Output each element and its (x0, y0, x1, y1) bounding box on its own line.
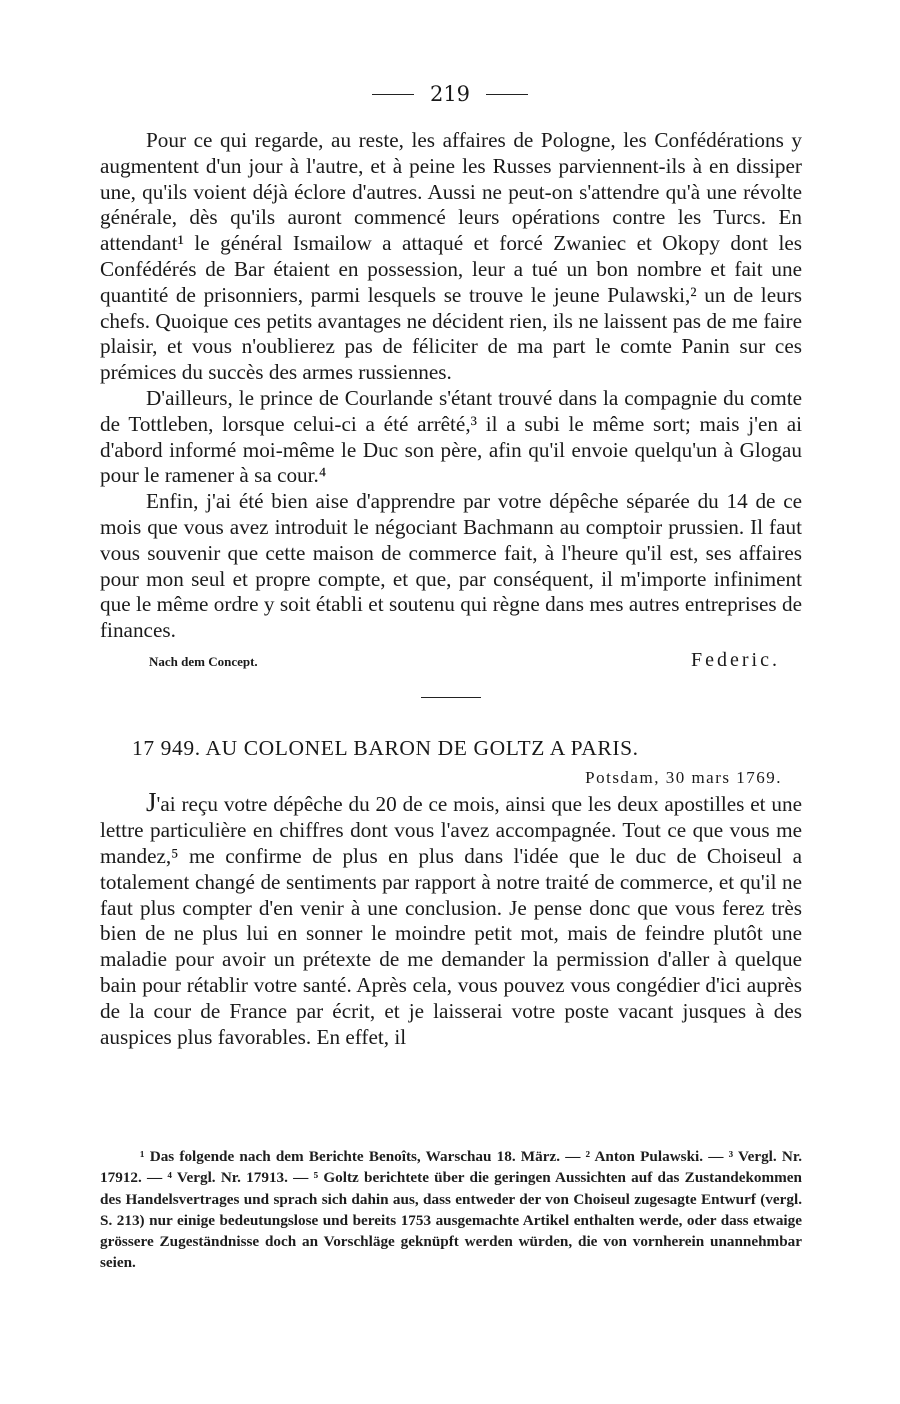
page-header (0, 82, 900, 106)
source-note: Nach dem Concept. (149, 653, 258, 669)
paragraph-courlande: D'ailleurs, le prince de Courlande s'étant trouvé dans la compagnie du comte de Tottleben, lorsque celui-ci a été arrêté,³ il a subi le même sort; mais j'en ai d'abord informé moi-même le Duc son père, afin qu'il envoie quelqu'un à Glogau pour le ramener à sa cour.⁴ (100, 385, 802, 488)
letter-paragraph (100, 787, 802, 1050)
footnote-text: ¹ Das folgende nach dem Berichte Benoîts, Warschau 18. März. — ² Anton Pulawski. — ³ Vergl. Nr. 17912. — ⁴ Vergl. Nr. 17913. — ⁵ Goltz berichtete über die geringen Aussichten auf das Zustandekommen des Handelsvertrages und sprach sich dahin aus, dass entweder der von Choiseul zugesagte Entwurf (vergl. S. 213) nur einige bedeutungslose und bereits 1753 ausgemachte Artikel enthalten werde, oder dass etwaige grössere Zugeständnisse doch an Vorschläge geknüpft werden würden, die von vornherein unannehmbar seien. (100, 1148, 802, 1272)
header-rule-right (486, 94, 528, 95)
main-text (100, 128, 802, 1050)
letter-title: 17 949. AU COLONEL BARON DE GOLTZ A PARIS. (132, 735, 639, 760)
footnotes (100, 1146, 802, 1274)
signature: Federic. (691, 648, 780, 671)
paragraph-bachmann: Enfin, j'ai été bien aise d'apprendre par votre dépêche séparée du 14 de ce mois que vous avez introduit le négociant Bachmann au comptoir prussien. Il faut vous souvenir que cette maison de commerce fait, à l'heure qu'il est, ses affaires pour mon seul et propre compte, et que, par conséquent, il m'importe infiniment que le même ordre y soit établi et soutenu qui règne dans mes autres entreprises de finances. (100, 489, 802, 643)
page-number: 219 (429, 82, 471, 106)
paragraph-poland: Pour ce qui regarde, au reste, les affaires de Pologne, les Confédérations y augmentent d'un jour à l'autre, et à peine les Russes parviennent-ils à en dissiper une, qu'ils voient déjà éclore d'autres. Aussi ne peut-on s'attendre qu'à une révolte générale, dès qu'ils auront commencé leurs opérations contre les Turcs. En attendant¹ le général Ismailow a attaqué et forcé Zwaniec et Okopy dont les Confédérés de Bar étaient en possession, leur a tué un bon nombre et fait une quantité de prisonniers, parmi lesquels se trouve le jeune Pulawski,² un de leurs chefs. Quoique ces petits avantages ne décident rien, ils ne laissent pas de me faire plaisir, et vous n'oublierez pas de féliciter de ma part le comte Panin sur ces prémices du succès des armes russiennes. (100, 128, 802, 385)
header-rule-left (372, 94, 414, 95)
letter-text: 'ai reçu votre dépêche du 20 de ce mois, ainsi que les deux apostilles et une lettre particulière en chiffres dont vous l'avez accompagnée. Tout ce que vous me mandez,⁵ me confirme de plus en plus dans l'idée que le duc de Choiseul a totalement changé de sentiments par rapport à notre traité de commerce, et qu'il ne faut plus compter d'en venir à une conclusion. Je pense donc que vous ferez très bien de ne plus lui en sonner le moindre petit mot, mais de feindre plutôt une maladie pour avoir un prétexte de me demander la permission d'aller à quelque bain pour rétablir votre santé. Après cela, vous pouvez vous congédier d'ici auprès de la cour de France par écrit, et je laisserai votre poste vacant jusques à des auspices plus favorables. En effet, il (100, 792, 802, 1049)
signature-line (100, 648, 802, 675)
letter-place-date: Potsdam, 30 mars 1769. (585, 767, 782, 787)
section-divider (421, 697, 481, 698)
letter-initial: J (146, 787, 157, 818)
